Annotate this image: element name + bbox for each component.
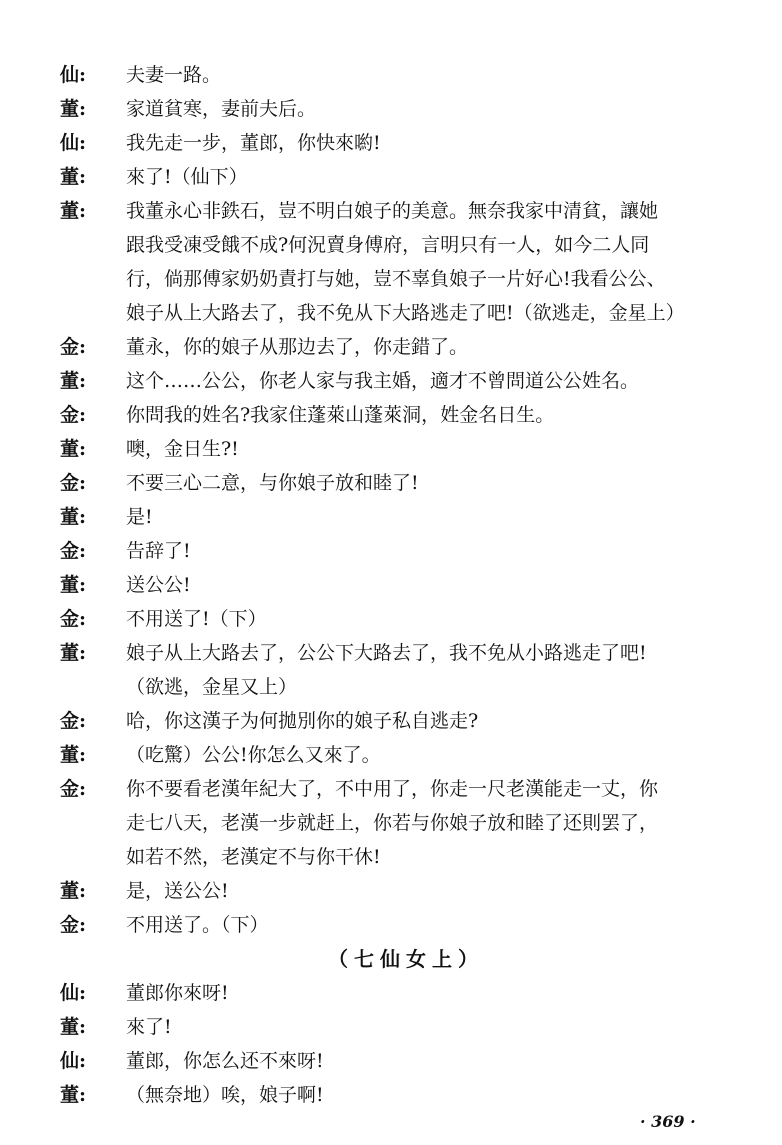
dialogue-text: 哈，你这漢子为何拋別你的娘子私自逃走? xyxy=(126,710,479,732)
speaker-label: 董: xyxy=(60,506,87,528)
dialogue-text: 你問我的姓名?我家住蓬萊山蓬萊洞，姓金名日生。 xyxy=(126,404,555,426)
dialogue-text: 我董永心非鉄石，豈不明白娘子的美意。無奈我家中清貧，讓她 xyxy=(126,200,659,222)
dialogue-text: 來了! xyxy=(126,1016,172,1038)
speaker-label: 董: xyxy=(60,880,87,902)
speaker-label: 仙: xyxy=(60,1050,87,1072)
stage-direction-heading: （七仙女上） xyxy=(328,947,484,971)
dialogue-text: 不用送了!（下） xyxy=(126,608,267,630)
speaker-label: 金: xyxy=(60,336,87,358)
dialogue-text: 是，送公公! xyxy=(126,880,229,902)
speaker-label: 董: xyxy=(60,370,87,392)
dialogue-text: 送公公! xyxy=(126,574,191,596)
speaker-label: 董: xyxy=(60,166,87,188)
dialogue-continuation: （欲逃，金星又上） xyxy=(126,676,298,698)
speaker-label: 金: xyxy=(60,472,87,494)
speaker-label: 董: xyxy=(60,744,87,766)
speaker-label: 董: xyxy=(60,98,87,120)
speaker-label: 董: xyxy=(60,574,87,596)
dialogue-text: 董郎你來呀! xyxy=(126,982,229,1004)
dialogue-text: 夫妻一路。 xyxy=(126,64,222,86)
speaker-label: 董: xyxy=(60,1016,87,1038)
speaker-label: 金: xyxy=(60,540,87,562)
speaker-label: 仙: xyxy=(60,982,87,1004)
page-number: · 369 · xyxy=(640,1112,696,1131)
speaker-label: 金: xyxy=(60,914,87,936)
speaker-label: 仙: xyxy=(60,132,87,154)
dialogue-text: （吃驚）公公!你怎么又來了。 xyxy=(126,744,381,766)
dialogue-continuation: 走七八天，老漢一步就赶上，你若与你娘子放和睦了还則罢了， xyxy=(126,812,659,834)
dialogue-text: 是! xyxy=(126,506,153,528)
dialogue-text: 噢，金日生?! xyxy=(126,438,239,460)
dialogue-continuation: 如若不然，老漢定不与你干休! xyxy=(126,846,381,868)
speaker-label: 董: xyxy=(60,1084,87,1106)
dialogue-text: 告辞了! xyxy=(126,540,191,562)
dialogue-continuation: 跟我受凍受餓不成?何況賣身傅府，言明只有一人，如今二人同 xyxy=(126,234,650,256)
dialogue-text: 來了!（仙下） xyxy=(126,166,248,188)
dialogue-text: 董郎，你怎么还不來呀! xyxy=(126,1050,324,1072)
speaker-label: 董: xyxy=(60,438,87,460)
speaker-label: 金: xyxy=(60,710,87,732)
speaker-label: 金: xyxy=(60,608,87,630)
dialogue-text: 家道貧寒，妻前夫后。 xyxy=(126,98,317,120)
speaker-label: 仙: xyxy=(60,64,87,86)
dialogue-text: 我先走一步，董郎，你快來喲! xyxy=(126,132,381,154)
speaker-label: 董: xyxy=(60,642,87,664)
speaker-label: 金: xyxy=(60,404,87,426)
dialogue-text: 董永，你的娘子从那边去了，你走錯了。 xyxy=(126,336,469,358)
dialogue-text: 你不要看老漢年紀大了，不中用了，你走一尺老漢能走一丈，你 xyxy=(126,778,659,800)
speaker-label: 董: xyxy=(60,200,87,222)
dialogue-text: （無奈地）唉，娘子啊! xyxy=(126,1084,324,1106)
dialogue-continuation: 行，倘那傅家奶奶責打与她，豈不辜負娘子一片好心!我看公公、 xyxy=(126,268,666,290)
speaker-label: 金: xyxy=(60,778,87,800)
dialogue-text: 不用送了。（下） xyxy=(126,914,269,936)
dialogue-continuation: 娘子从上大路去了，我不免从下大路逃走了吧!（欲逃走，金星上） xyxy=(126,302,685,324)
dialogue-text: 娘子从上大路去了，公公下大路去了，我不免从小路逃走了吧! xyxy=(126,642,647,664)
dialogue-text: 这个……公公，你老人家与我主婚，適才不曾問道公公姓名。 xyxy=(126,370,640,392)
dialogue-text: 不要三心二意，与你娘子放和睦了! xyxy=(126,472,419,494)
